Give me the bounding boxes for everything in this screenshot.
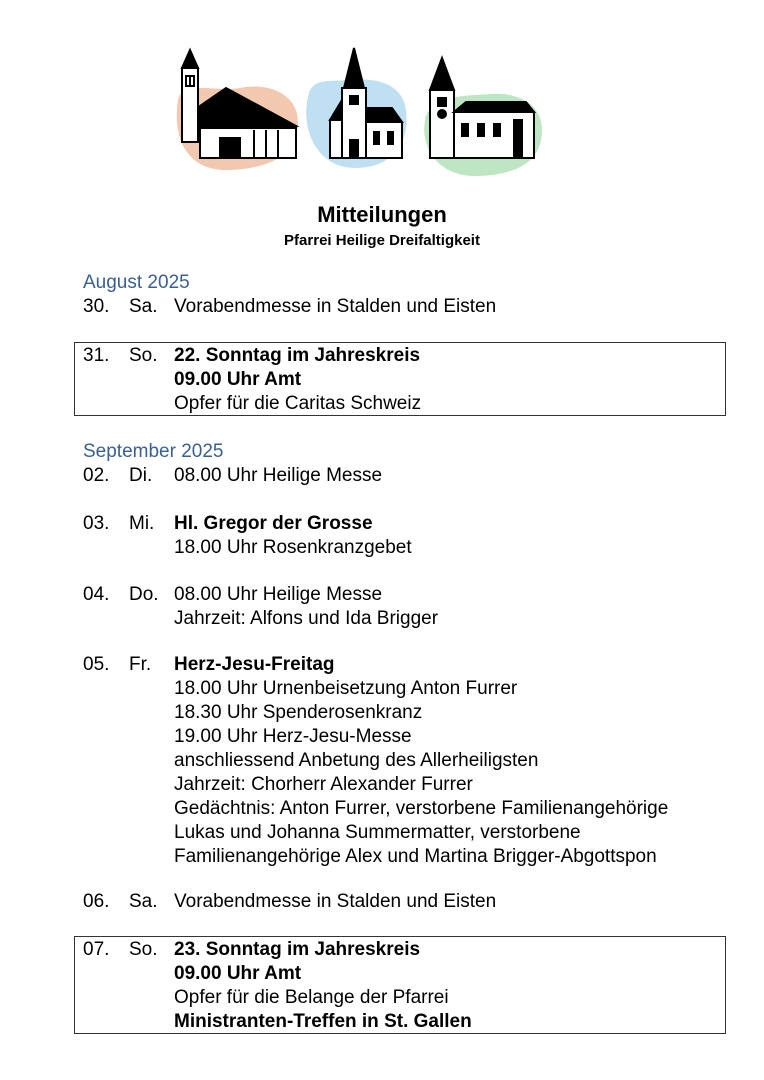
- page-subtitle: Pfarrei Heilige Dreifaltigkeit: [284, 232, 480, 249]
- entry-weekday: So.: [129, 939, 158, 960]
- entry-line: 18.30 Uhr Spenderosenkranz: [174, 702, 423, 723]
- entry-03-mi: [83, 512, 733, 560]
- entry-04-do: [83, 583, 733, 631]
- entry-06-sa: [83, 890, 733, 914]
- entry-line: Ministranten-Treffen in St. Gallen: [174, 1011, 472, 1032]
- entry-date: 07.: [83, 939, 110, 960]
- church-tower-icon: [430, 58, 534, 158]
- entry-weekday: Mi.: [129, 513, 155, 534]
- entry-date: 02.: [83, 465, 110, 486]
- entry-date: 30.: [83, 296, 110, 317]
- entry-weekday: Fr.: [129, 654, 152, 675]
- entry-weekday: So.: [129, 345, 158, 366]
- entry-date: 06.: [83, 891, 110, 912]
- entry-line: Herz-Jesu-Freitag: [174, 654, 335, 675]
- entry-weekday: Do.: [129, 584, 159, 605]
- entry-line: Familienangehörige Alex und Martina Brigger-Abgottspon: [174, 846, 657, 867]
- entry-line: Jahrzeit: Alfons und Ida Brigger: [174, 608, 439, 629]
- entry-30-sa: [83, 295, 733, 319]
- entry-weekday: Sa.: [129, 891, 158, 912]
- three-churches-logo: [170, 40, 550, 180]
- entry-line: 22. Sonntag im Jahreskreis: [174, 345, 421, 366]
- month-heading-september: September 2025: [83, 441, 224, 462]
- entry-line: 09.00 Uhr Amt: [174, 369, 302, 390]
- entry-line: Vorabendmesse in Stalden und Eisten: [174, 891, 497, 912]
- entry-line: Gedächtnis: Anton Furrer, verstorbene Familienangehörige: [174, 798, 669, 819]
- entry-line: Opfer für die Belange der Pfarrei: [174, 987, 449, 1008]
- entry-line: 09.00 Uhr Amt: [174, 963, 302, 984]
- entry-line: 08.00 Uhr Heilige Messe: [174, 584, 383, 605]
- entry-weekday: Sa.: [129, 296, 158, 317]
- entry-line: 19.00 Uhr Herz-Jesu-Messe: [174, 726, 412, 747]
- entry-date: 31.: [83, 345, 110, 366]
- entry-line: anschliessend Anbetung des Allerheiligsten: [174, 750, 539, 771]
- page-title: Mitteilungen: [317, 202, 447, 227]
- entry-line: 18.00 Uhr Urnenbeisetzung Anton Furrer: [174, 678, 518, 699]
- entry-line: Opfer für die Caritas Schweiz: [174, 393, 422, 414]
- entry-line: Hl. Gregor der Grosse: [174, 513, 373, 534]
- entry-date: 05.: [83, 654, 110, 675]
- month-heading-august: August 2025: [83, 272, 190, 293]
- entry-line: 08.00 Uhr Heilige Messe: [174, 465, 383, 486]
- entry-05-fr: [83, 653, 733, 869]
- entry-line: 23. Sonntag im Jahreskreis: [174, 939, 421, 960]
- entry-date: 04.: [83, 584, 110, 605]
- entry-line: Jahrzeit: Chorherr Alexander Furrer: [174, 774, 473, 795]
- entry-weekday: Di.: [129, 465, 153, 486]
- entry-line: Vorabendmesse in Stalden und Eisten: [174, 296, 497, 317]
- entry-02-di: [83, 464, 733, 488]
- entry-31-so: [83, 344, 733, 416]
- entry-line: 18.00 Uhr Rosenkranzgebet: [174, 537, 412, 558]
- entry-07-so: [83, 938, 733, 1034]
- entry-date: 03.: [83, 513, 110, 534]
- entry-line: Lukas und Johanna Summermatter, verstorbene: [174, 822, 581, 843]
